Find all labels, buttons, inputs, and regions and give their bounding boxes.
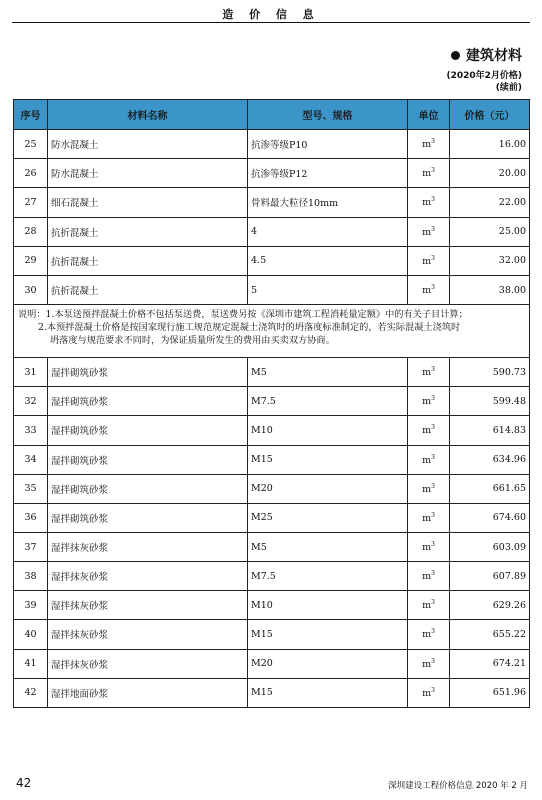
cell-price-text: 607.89 bbox=[492, 570, 526, 582]
cell-no bbox=[14, 416, 48, 445]
cell-no-text: 31 bbox=[24, 366, 37, 378]
cell-no-text: 34 bbox=[24, 454, 37, 466]
cell-name bbox=[48, 445, 248, 474]
cell-price-text: 651.96 bbox=[492, 687, 526, 699]
cell-unit-text: m bbox=[422, 658, 432, 670]
cell-spec bbox=[248, 217, 408, 246]
cell-name bbox=[48, 188, 248, 217]
cell-no-text: 37 bbox=[24, 541, 37, 553]
cell-no bbox=[14, 445, 48, 474]
cell-no bbox=[14, 246, 48, 275]
cell-price-text: 16.00 bbox=[498, 138, 526, 150]
cell-unit-text: m bbox=[422, 226, 432, 238]
cell-spec-text: M7.5 bbox=[251, 395, 276, 407]
unit-exponent: 3 bbox=[431, 138, 435, 146]
table-row bbox=[14, 246, 530, 275]
cell-spec bbox=[248, 532, 408, 561]
table-row bbox=[14, 649, 530, 678]
cell-unit-text: m bbox=[422, 285, 432, 297]
cell-price bbox=[450, 130, 530, 159]
cell-name bbox=[48, 159, 248, 188]
cell-no-text: 39 bbox=[24, 599, 37, 611]
cell-unit bbox=[408, 416, 450, 445]
cell-unit bbox=[408, 649, 450, 678]
cell-price bbox=[450, 445, 530, 474]
cell-name bbox=[48, 387, 248, 416]
cell-name bbox=[48, 620, 248, 649]
cell-spec-text: 抗渗等级P10 bbox=[251, 140, 308, 152]
cell-no-text: 29 bbox=[24, 255, 37, 267]
cell-name-text: 防水混凝土 bbox=[51, 140, 99, 152]
cell-no bbox=[14, 159, 48, 188]
cell-name-text: 湿拌抹灰砂浆 bbox=[51, 630, 109, 642]
cell-price bbox=[450, 562, 530, 591]
cell-no bbox=[14, 649, 48, 678]
cell-unit bbox=[408, 532, 450, 561]
cell-no bbox=[14, 474, 48, 503]
cell-spec bbox=[248, 562, 408, 591]
table-row bbox=[14, 562, 530, 591]
cell-spec bbox=[248, 591, 408, 620]
cell-no-text: 38 bbox=[24, 570, 37, 582]
cell-price-text: 599.48 bbox=[492, 395, 526, 407]
unit-exponent: 3 bbox=[431, 366, 435, 374]
unit-exponent: 3 bbox=[431, 453, 435, 461]
cell-no-text: 42 bbox=[24, 687, 37, 699]
cell-price bbox=[450, 188, 530, 217]
cell-name bbox=[48, 246, 248, 275]
unit-exponent: 3 bbox=[431, 599, 435, 607]
table-header-row bbox=[14, 100, 530, 130]
cell-unit-text: m bbox=[422, 542, 432, 554]
cell-name-text: 湿拌砌筑砂浆 bbox=[51, 455, 109, 467]
cell-spec bbox=[248, 159, 408, 188]
cell-name-text: 湿拌砌筑砂浆 bbox=[51, 426, 109, 438]
cell-unit bbox=[408, 130, 450, 159]
cell-spec bbox=[248, 503, 408, 532]
note-line-3: 坍落度与规范要求不同时，为保证质量所发生的费用由买卖双方协商。 bbox=[50, 335, 335, 347]
cell-unit bbox=[408, 159, 450, 188]
cell-name-text: 湿拌抹灰砂浆 bbox=[51, 543, 109, 555]
unit-exponent: 3 bbox=[431, 283, 435, 291]
cell-no bbox=[14, 532, 48, 561]
unit-exponent: 3 bbox=[431, 254, 435, 262]
cell-name bbox=[48, 562, 248, 591]
cell-spec bbox=[248, 445, 408, 474]
cell-no-text: 40 bbox=[24, 628, 37, 640]
cell-name bbox=[48, 474, 248, 503]
cell-unit-text: m bbox=[422, 396, 432, 408]
cell-price bbox=[450, 474, 530, 503]
cell-price bbox=[450, 591, 530, 620]
cell-name-text: 抗折混凝土 bbox=[51, 256, 99, 268]
column-header-spec: 型号、规格 bbox=[248, 100, 408, 130]
cell-price-text: 661.65 bbox=[492, 483, 526, 495]
table-row bbox=[14, 474, 530, 503]
cell-unit bbox=[408, 591, 450, 620]
cell-no bbox=[14, 188, 48, 217]
cell-no bbox=[14, 678, 48, 707]
cell-no bbox=[14, 387, 48, 416]
cell-spec bbox=[248, 416, 408, 445]
cell-no bbox=[14, 275, 48, 304]
cell-name bbox=[48, 532, 248, 561]
cell-spec bbox=[248, 130, 408, 159]
table-note bbox=[14, 305, 530, 358]
cell-unit bbox=[408, 620, 450, 649]
cell-no bbox=[14, 591, 48, 620]
table-row bbox=[14, 591, 530, 620]
cell-price bbox=[450, 358, 530, 387]
price-table bbox=[13, 99, 530, 708]
cell-price-text: 674.21 bbox=[492, 658, 526, 670]
cell-price-text: 634.96 bbox=[492, 454, 526, 466]
cell-spec bbox=[248, 387, 408, 416]
cell-unit-text: m bbox=[422, 255, 432, 267]
note-line-1: 说明：1.本泵送预拌混凝土价格不包括泵送费，泵送费另按《深圳市建筑工程消耗量定额》中的有关子目计算； bbox=[18, 309, 468, 321]
column-header-price: 价格（元） bbox=[450, 100, 530, 130]
table-row bbox=[14, 620, 530, 649]
cell-price bbox=[450, 416, 530, 445]
cell-no bbox=[14, 358, 48, 387]
table-row bbox=[14, 678, 530, 707]
cell-unit bbox=[408, 188, 450, 217]
continued-subtitle: (续前) bbox=[495, 83, 522, 93]
unit-exponent: 3 bbox=[431, 628, 435, 636]
cell-spec-text: M20 bbox=[251, 483, 273, 495]
cell-price-text: 629.26 bbox=[492, 599, 526, 611]
cell-name-text: 抗折混凝土 bbox=[51, 286, 99, 298]
cell-spec bbox=[248, 188, 408, 217]
table-row bbox=[14, 503, 530, 532]
cell-no-text: 35 bbox=[24, 483, 37, 495]
cell-unit bbox=[408, 275, 450, 304]
cell-price-text: 38.00 bbox=[498, 284, 526, 296]
cell-name-text: 湿拌砌筑砂浆 bbox=[51, 513, 109, 525]
cell-price bbox=[450, 387, 530, 416]
cell-price-text: 25.00 bbox=[498, 226, 526, 238]
cell-spec-text: 5 bbox=[251, 284, 258, 296]
cell-spec bbox=[248, 474, 408, 503]
table-row bbox=[14, 358, 530, 387]
cell-spec bbox=[248, 358, 408, 387]
cell-spec-text: M15 bbox=[251, 687, 273, 699]
cell-unit bbox=[408, 246, 450, 275]
cell-name-text: 湿拌砌筑砂浆 bbox=[51, 397, 109, 409]
unit-exponent: 3 bbox=[431, 540, 435, 548]
cell-price-text: 603.09 bbox=[492, 541, 526, 553]
table-row bbox=[14, 532, 530, 561]
cell-price-text: 674.60 bbox=[492, 512, 526, 524]
unit-exponent: 3 bbox=[431, 482, 435, 490]
cell-price bbox=[450, 159, 530, 188]
unit-exponent: 3 bbox=[431, 395, 435, 403]
cell-name-text: 抗折混凝土 bbox=[51, 227, 99, 239]
cell-name-text: 湿拌抹灰砂浆 bbox=[51, 572, 109, 584]
cell-name-text: 湿拌砌筑砂浆 bbox=[51, 484, 109, 496]
cell-no bbox=[14, 217, 48, 246]
cell-unit-text: m bbox=[422, 454, 432, 466]
cell-price-text: 32.00 bbox=[498, 255, 526, 267]
cell-price-text: 22.00 bbox=[498, 196, 526, 208]
page-number: 42 bbox=[16, 776, 32, 790]
column-header-unit: 单位 bbox=[408, 100, 450, 130]
cell-name bbox=[48, 275, 248, 304]
unit-exponent: 3 bbox=[431, 167, 435, 175]
page-header-title: 造 价 信 息 bbox=[222, 8, 320, 21]
cell-unit bbox=[408, 217, 450, 246]
note-line-2: 2.本预拌混凝土价格是按国家现行施工规范规定混凝土浇筑时的坍落度标准制定的，若实际混凝土浇筑时 bbox=[38, 322, 461, 334]
cell-unit-text: m bbox=[422, 425, 432, 437]
cell-unit bbox=[408, 503, 450, 532]
cell-no-text: 27 bbox=[24, 196, 37, 208]
cell-unit bbox=[408, 474, 450, 503]
cell-price-text: 20.00 bbox=[498, 167, 526, 179]
cell-unit-text: m bbox=[422, 139, 432, 151]
cell-spec-text: 骨料最大粒径10mm bbox=[251, 198, 339, 210]
cell-no-text: 28 bbox=[24, 226, 37, 238]
table-row bbox=[14, 130, 530, 159]
cell-no bbox=[14, 620, 48, 649]
cell-no-text: 41 bbox=[24, 658, 37, 670]
cell-name-text: 湿拌抹灰砂浆 bbox=[51, 659, 109, 671]
cell-spec-text: M10 bbox=[251, 599, 273, 611]
unit-exponent: 3 bbox=[431, 511, 435, 519]
cell-spec bbox=[248, 275, 408, 304]
cell-unit-text: m bbox=[422, 571, 432, 583]
column-header-no: 序号 bbox=[14, 100, 48, 130]
cell-name bbox=[48, 678, 248, 707]
cell-unit bbox=[408, 358, 450, 387]
cell-no bbox=[14, 130, 48, 159]
cell-spec bbox=[248, 649, 408, 678]
cell-spec bbox=[248, 620, 408, 649]
bullet-icon bbox=[451, 51, 460, 60]
cell-name bbox=[48, 217, 248, 246]
table-row bbox=[14, 217, 530, 246]
cell-no-text: 36 bbox=[24, 512, 37, 524]
cell-spec-text: M5 bbox=[251, 366, 267, 378]
cell-spec-text: M7.5 bbox=[251, 570, 276, 582]
cell-unit-text: m bbox=[422, 367, 432, 379]
cell-name bbox=[48, 503, 248, 532]
cell-spec bbox=[248, 246, 408, 275]
cell-no-text: 33 bbox=[24, 424, 37, 436]
column-header-name: 材料名称 bbox=[48, 100, 248, 130]
table-row bbox=[14, 275, 530, 304]
cell-unit bbox=[408, 387, 450, 416]
cell-unit-text: m bbox=[422, 483, 432, 495]
cell-no-text: 26 bbox=[24, 167, 37, 179]
cell-price bbox=[450, 620, 530, 649]
cell-spec-text: M25 bbox=[251, 512, 273, 524]
cell-unit-text: m bbox=[422, 629, 432, 641]
unit-exponent: 3 bbox=[431, 657, 435, 665]
cell-spec-text: M15 bbox=[251, 628, 273, 640]
cell-price bbox=[450, 678, 530, 707]
cell-spec-text: M15 bbox=[251, 454, 273, 466]
cell-unit-text: m bbox=[422, 687, 432, 699]
cell-name-text: 湿拌砌筑砂浆 bbox=[51, 368, 109, 380]
price-date-subtitle: (2020年2月价格) bbox=[446, 71, 522, 81]
cell-spec-text: M20 bbox=[251, 658, 273, 670]
table-row bbox=[14, 159, 530, 188]
cell-unit bbox=[408, 445, 450, 474]
cell-no bbox=[14, 503, 48, 532]
cell-unit-text: m bbox=[422, 197, 432, 209]
table-row bbox=[14, 416, 530, 445]
cell-no-text: 25 bbox=[24, 138, 37, 150]
cell-price bbox=[450, 503, 530, 532]
cell-unit-text: m bbox=[422, 168, 432, 180]
cell-price-text: 655.22 bbox=[492, 628, 526, 640]
table-row bbox=[14, 387, 530, 416]
table-note-row bbox=[14, 305, 530, 358]
cell-unit bbox=[408, 562, 450, 591]
cell-price-text: 590.73 bbox=[492, 366, 526, 378]
cell-name bbox=[48, 591, 248, 620]
cell-name-text: 细石混凝土 bbox=[51, 198, 99, 210]
publication-footer: 深圳建设工程价格信息 2020 年 2 月 bbox=[388, 781, 528, 791]
cell-no-text: 30 bbox=[24, 284, 37, 296]
cell-price bbox=[450, 217, 530, 246]
cell-name bbox=[48, 416, 248, 445]
section-title-text: 建筑材料 bbox=[466, 48, 522, 64]
cell-name-text: 湿拌地面砂浆 bbox=[51, 688, 109, 700]
unit-exponent: 3 bbox=[431, 225, 435, 233]
cell-spec-text: 抗渗等级P12 bbox=[251, 169, 308, 181]
cell-price bbox=[450, 275, 530, 304]
cell-price-text: 614.83 bbox=[492, 424, 526, 436]
cell-unit bbox=[408, 678, 450, 707]
cell-price bbox=[450, 649, 530, 678]
unit-exponent: 3 bbox=[431, 196, 435, 204]
cell-no-text: 32 bbox=[24, 395, 37, 407]
cell-spec-text: 4.5 bbox=[251, 255, 267, 267]
table-row bbox=[14, 445, 530, 474]
cell-unit-text: m bbox=[422, 512, 432, 524]
cell-spec-text: M5 bbox=[251, 541, 267, 553]
cell-name bbox=[48, 358, 248, 387]
cell-name-text: 湿拌抹灰砂浆 bbox=[51, 601, 109, 613]
cell-name bbox=[48, 649, 248, 678]
table-row bbox=[14, 188, 530, 217]
section-title bbox=[451, 45, 522, 65]
cell-name-text: 防水混凝土 bbox=[51, 169, 99, 181]
cell-spec-text: M10 bbox=[251, 424, 273, 436]
unit-exponent: 3 bbox=[431, 570, 435, 578]
unit-exponent: 3 bbox=[431, 686, 435, 694]
cell-spec bbox=[248, 678, 408, 707]
cell-price bbox=[450, 246, 530, 275]
cell-price bbox=[450, 532, 530, 561]
unit-exponent: 3 bbox=[431, 424, 435, 432]
header-divider bbox=[12, 22, 530, 23]
cell-name bbox=[48, 130, 248, 159]
cell-no bbox=[14, 562, 48, 591]
cell-spec-text: 4 bbox=[251, 226, 258, 238]
cell-unit-text: m bbox=[422, 600, 432, 612]
